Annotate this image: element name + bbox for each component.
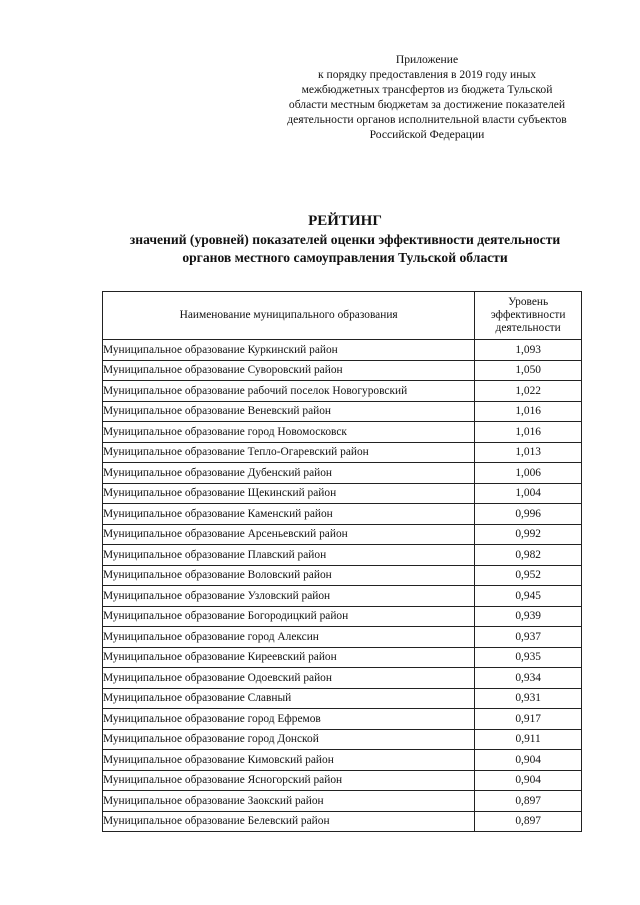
municipality-name: Муниципальное образование Веневский район bbox=[103, 401, 475, 422]
table-row bbox=[103, 524, 582, 545]
efficiency-value: 1,006 bbox=[475, 463, 582, 484]
appendix-line: деятельности органов исполнительной власти субъектов bbox=[287, 113, 567, 126]
table-row bbox=[103, 504, 582, 525]
municipality-name: Муниципальное образование Богородицкий район bbox=[103, 606, 475, 627]
table-row bbox=[103, 750, 582, 771]
efficiency-value: 0,931 bbox=[475, 688, 582, 709]
efficiency-value: 0,982 bbox=[475, 545, 582, 566]
municipality-name: Муниципальное образование Куркинский район bbox=[103, 340, 475, 361]
title-line-2: значений (уровней) показателей оценки эффективности деятельности bbox=[129, 232, 561, 247]
header-value-line: эффективности bbox=[490, 309, 566, 321]
table-row bbox=[103, 729, 582, 750]
appendix-note bbox=[262, 52, 592, 142]
table-body bbox=[103, 340, 582, 832]
appendix-line: Российской Федерации bbox=[369, 128, 485, 141]
efficiency-value: 0,911 bbox=[475, 729, 582, 750]
table-row bbox=[103, 791, 582, 812]
table-row bbox=[103, 606, 582, 627]
municipality-name: Муниципальное образование Арсеньевский район bbox=[103, 524, 475, 545]
title-line-3: органов местного самоуправления Тульской области bbox=[182, 250, 508, 265]
efficiency-value: 1,013 bbox=[475, 442, 582, 463]
municipality-name: Муниципальное образование Воловский район bbox=[103, 565, 475, 586]
table-row bbox=[103, 422, 582, 443]
efficiency-value: 1,016 bbox=[475, 422, 582, 443]
efficiency-value: 0,996 bbox=[475, 504, 582, 525]
municipality-name: Муниципальное образование Дубенский район bbox=[103, 463, 475, 484]
table-row bbox=[103, 668, 582, 689]
municipality-name: Муниципальное образование Суворовский район bbox=[103, 360, 475, 381]
appendix-line: Приложение bbox=[395, 53, 459, 66]
municipality-name: Муниципальное образование город Ефремов bbox=[103, 709, 475, 730]
table-row bbox=[103, 340, 582, 361]
municipality-name: Муниципальное образование Белевский район bbox=[103, 811, 475, 832]
header-value-line: деятельности bbox=[495, 322, 561, 334]
municipality-name: Муниципальное образование Ясногорский район bbox=[103, 770, 475, 791]
efficiency-value: 1,016 bbox=[475, 401, 582, 422]
header-name: Наименование муниципального образования bbox=[103, 292, 475, 340]
municipality-name: Муниципальное образование Славный bbox=[103, 688, 475, 709]
table-row bbox=[103, 483, 582, 504]
municipality-name: Муниципальное образование город Новомосковск bbox=[103, 422, 475, 443]
municipality-name: Муниципальное образование город Алексин bbox=[103, 627, 475, 648]
table-row bbox=[103, 381, 582, 402]
municipality-name: Муниципальное образование Узловский район bbox=[103, 586, 475, 607]
municipality-name: Муниципальное образование Щекинский район bbox=[103, 483, 475, 504]
table-row bbox=[103, 360, 582, 381]
municipality-name: Муниципальное образование Киреевский район bbox=[103, 647, 475, 668]
table-row bbox=[103, 401, 582, 422]
header-value bbox=[475, 292, 582, 340]
efficiency-value: 0,945 bbox=[475, 586, 582, 607]
table-row bbox=[103, 688, 582, 709]
appendix-line: межбюджетных трансфертов из бюджета Тульской bbox=[301, 83, 553, 96]
table-row bbox=[103, 709, 582, 730]
efficiency-value: 1,093 bbox=[475, 340, 582, 361]
rating-table bbox=[102, 291, 582, 832]
efficiency-value: 0,935 bbox=[475, 647, 582, 668]
municipality-name: Муниципальное образование Каменский район bbox=[103, 504, 475, 525]
table-header-row bbox=[103, 292, 582, 340]
efficiency-value: 0,937 bbox=[475, 627, 582, 648]
table-row bbox=[103, 545, 582, 566]
efficiency-value: 1,022 bbox=[475, 381, 582, 402]
efficiency-value: 1,004 bbox=[475, 483, 582, 504]
table-row bbox=[103, 811, 582, 832]
appendix-line: области местным бюджетам за достижение показателей bbox=[288, 98, 566, 111]
title-main: РЕЙТИНГ bbox=[308, 213, 382, 229]
efficiency-value: 0,904 bbox=[475, 770, 582, 791]
municipality-name: Муниципальное образование рабочий поселок Новогуровский bbox=[103, 381, 475, 402]
efficiency-value: 0,952 bbox=[475, 565, 582, 586]
document-title bbox=[90, 211, 600, 267]
efficiency-value: 0,897 bbox=[475, 791, 582, 812]
municipality-name: Муниципальное образование Тепло-Огаревский район bbox=[103, 442, 475, 463]
municipality-name: Муниципальное образование Заокский район bbox=[103, 791, 475, 812]
efficiency-value: 0,934 bbox=[475, 668, 582, 689]
efficiency-value: 0,904 bbox=[475, 750, 582, 771]
efficiency-value: 0,992 bbox=[475, 524, 582, 545]
municipality-name: Муниципальное образование Кимовский район bbox=[103, 750, 475, 771]
table-row bbox=[103, 647, 582, 668]
efficiency-value: 1,050 bbox=[475, 360, 582, 381]
municipality-name: Муниципальное образование Одоевский район bbox=[103, 668, 475, 689]
table-row bbox=[103, 565, 582, 586]
header-value-line: Уровень bbox=[508, 296, 549, 308]
municipality-name: Муниципальное образование Плавский район bbox=[103, 545, 475, 566]
table-row bbox=[103, 770, 582, 791]
table-row bbox=[103, 586, 582, 607]
table-row bbox=[103, 463, 582, 484]
appendix-line: к порядку предоставления в 2019 году иных bbox=[317, 68, 537, 81]
table-row bbox=[103, 627, 582, 648]
efficiency-value: 0,939 bbox=[475, 606, 582, 627]
efficiency-value: 0,917 bbox=[475, 709, 582, 730]
municipality-name: Муниципальное образование город Донской bbox=[103, 729, 475, 750]
table-row bbox=[103, 442, 582, 463]
efficiency-value: 0,897 bbox=[475, 811, 582, 832]
